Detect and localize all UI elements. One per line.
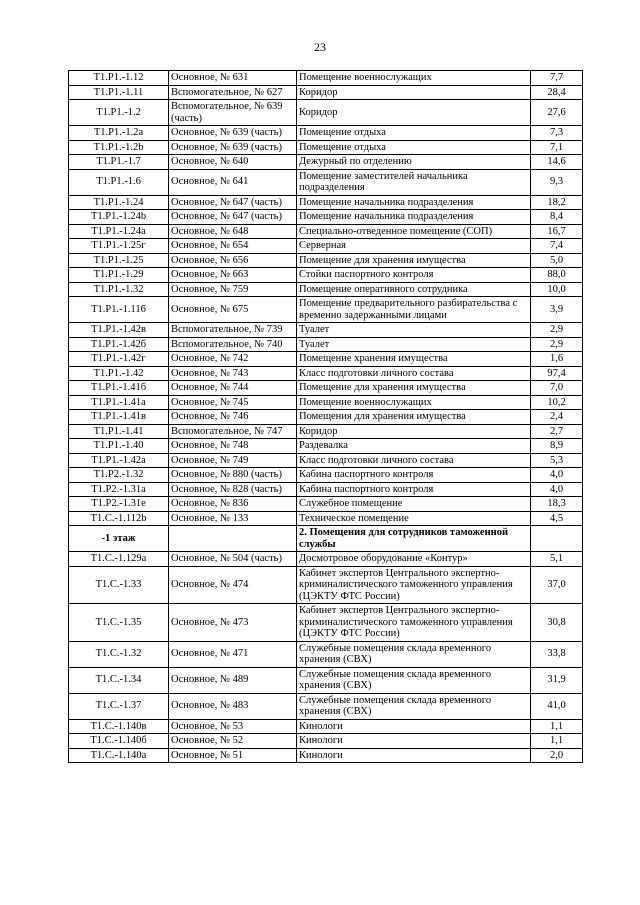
table-row [69, 667, 583, 693]
room-type-cell: Основное, № 489 [169, 667, 297, 693]
room-code-cell: Т1.Р1.-1.24 [69, 195, 169, 210]
room-purpose-cell: Класс подготовки личного состава [297, 453, 531, 468]
room-purpose-cell: Дежурный по отделению [297, 155, 531, 170]
room-purpose-cell: Кабинет экспертов Центрального экспертно-криминалистического таможенного управления (ЦЭКТУ ФТС России) [297, 566, 531, 604]
room-area-cell: 1,6 [531, 352, 583, 367]
room-code-cell: Т1.Р1.-1.24b [69, 210, 169, 225]
room-area-cell: 8,9 [531, 439, 583, 454]
room-code-cell: Т1.С.-1.32 [69, 641, 169, 667]
room-area-cell: 7,0 [531, 381, 583, 396]
room-code-cell: Т1.Р1.-1.42 [69, 366, 169, 381]
room-area-cell: 7,7 [531, 71, 583, 86]
table-row [69, 195, 583, 210]
room-code-cell: Т1.Р1.-1.42б [69, 337, 169, 352]
table-row [69, 71, 583, 86]
room-type-cell: Основное, № 746 [169, 410, 297, 425]
room-area-cell: 2,9 [531, 337, 583, 352]
room-type-cell: Вспомогательное, № 639 (часть) [169, 100, 297, 126]
room-code-cell: Т1.Р1.-1.42г [69, 352, 169, 367]
room-area-cell: 7,1 [531, 140, 583, 155]
room-type-cell: Основное, № 648 [169, 224, 297, 239]
room-purpose-cell: Помещение отдыха [297, 126, 531, 141]
room-code-cell: Т1.Р1.-1.25г [69, 239, 169, 254]
table-row [69, 748, 583, 763]
room-code-cell: Т1.Р1.-1.29 [69, 268, 169, 283]
room-type-cell: Основное, № 641 [169, 169, 297, 195]
room-type-cell: Основное, № 749 [169, 453, 297, 468]
room-purpose-cell: Досмотровое оборудование «Контур» [297, 552, 531, 567]
room-area-cell: 97,4 [531, 366, 583, 381]
room-type-cell: Основное, № 52 [169, 734, 297, 749]
room-type-cell: Основное, № 745 [169, 395, 297, 410]
table-row [69, 366, 583, 381]
room-purpose-cell: Служебное помещение [297, 497, 531, 512]
table-row [69, 719, 583, 734]
page-number: 23 [314, 40, 326, 54]
room-code-cell: Т1.Р1.-1.32 [69, 282, 169, 297]
room-area-cell: 41,0 [531, 693, 583, 719]
room-purpose-cell: Помещение оперативного сотрудника [297, 282, 531, 297]
room-area-cell: 28,4 [531, 85, 583, 100]
room-purpose-cell: Помещение начальника подразделения [297, 195, 531, 210]
premises-table [68, 70, 583, 763]
room-type-cell: Основное, № 663 [169, 268, 297, 283]
room-code-cell: Т1.Р1.-1.7 [69, 155, 169, 170]
room-purpose-cell: Помещение для хранения имущества [297, 253, 531, 268]
room-type-cell: Основное, № 471 [169, 641, 297, 667]
room-area-cell: 2,7 [531, 424, 583, 439]
room-purpose-cell: Помещение предварительного разбирательства с временно задержанными лицами [297, 297, 531, 323]
room-area-cell: 7,4 [531, 239, 583, 254]
room-code-cell: Т1.Р1.-1.42а [69, 453, 169, 468]
room-purpose-cell: Кинологи [297, 748, 531, 763]
table-row [69, 395, 583, 410]
room-type-cell: Основное, № 133 [169, 511, 297, 526]
room-purpose-cell: Служебные помещения склада временного хранения (СВХ) [297, 667, 531, 693]
room-type-cell: Основное, № 647 (часть) [169, 195, 297, 210]
room-type-cell: Основное, № 742 [169, 352, 297, 367]
room-area-cell: 10,0 [531, 282, 583, 297]
table-row [69, 268, 583, 283]
table-row [69, 282, 583, 297]
room-code-cell: Т1.Р1.-1.42в [69, 323, 169, 338]
table-row [69, 140, 583, 155]
room-area-cell: 2,9 [531, 323, 583, 338]
table-row [69, 337, 583, 352]
room-type-cell: Основное, № 483 [169, 693, 297, 719]
room-purpose-cell: Класс подготовки личного состава [297, 366, 531, 381]
table-row [69, 453, 583, 468]
room-purpose-cell: Помещение заместителей начальника подразделения [297, 169, 531, 195]
room-code-cell: Т1.Р1.-1.41б [69, 381, 169, 396]
table-row [69, 253, 583, 268]
room-area-cell: 30,8 [531, 604, 583, 642]
room-purpose-cell: Кабина паспортного контроля [297, 468, 531, 483]
room-code-cell: Т1.С.-1.37 [69, 693, 169, 719]
room-area-cell: 31,9 [531, 667, 583, 693]
room-area-cell: 4,5 [531, 511, 583, 526]
room-type-cell: Основное, № 836 [169, 497, 297, 512]
room-code-cell: Т1.С.-1.112b [69, 511, 169, 526]
room-purpose-cell: Помещение хранения имущества [297, 352, 531, 367]
room-code-cell: Т1.Р1.-1.2а [69, 126, 169, 141]
table-row [69, 468, 583, 483]
room-code-cell: Т1.Р1.-1.41а [69, 395, 169, 410]
room-type-cell: Основное, № 828 (часть) [169, 482, 297, 497]
room-purpose-cell: Помещение отдыха [297, 140, 531, 155]
table-row [69, 126, 583, 141]
room-type-cell: Вспомогательное, № 627 [169, 85, 297, 100]
room-type-cell: Основное, № 647 (часть) [169, 210, 297, 225]
room-type-cell: Основное, № 639 (часть) [169, 140, 297, 155]
room-area-cell: 9,3 [531, 169, 583, 195]
table-row [69, 352, 583, 367]
room-purpose-cell: Стойки паспортного контроля [297, 268, 531, 283]
room-code-cell: Т1.Р1.-1.41в [69, 410, 169, 425]
room-code-cell: Т1.Р1.-1.116 [69, 297, 169, 323]
room-area-cell: 2,4 [531, 410, 583, 425]
room-code-cell: Т1.С.-1.140в [69, 719, 169, 734]
room-type-cell: Вспомогательное, № 747 [169, 424, 297, 439]
room-type-cell: Основное, № 504 (часть) [169, 552, 297, 567]
table-row [69, 641, 583, 667]
room-type-cell: Основное, № 759 [169, 282, 297, 297]
room-purpose-cell: Кинологи [297, 734, 531, 749]
room-area-cell: 14,6 [531, 155, 583, 170]
room-code-cell: Т1.С.-1.33 [69, 566, 169, 604]
room-purpose-cell: Служебные помещения склада временного хранения (СВХ) [297, 693, 531, 719]
room-code-cell: Т1.Р1.-1.40 [69, 439, 169, 454]
room-type-cell: Основное, № 743 [169, 366, 297, 381]
table-row [69, 734, 583, 749]
table-row [69, 210, 583, 225]
room-area-cell: 4,0 [531, 482, 583, 497]
room-type-cell [169, 526, 297, 552]
table-row [69, 511, 583, 526]
table-row [69, 604, 583, 642]
room-purpose-cell: Серверная [297, 239, 531, 254]
room-type-cell: Основное, № 474 [169, 566, 297, 604]
room-type-cell: Основное, № 748 [169, 439, 297, 454]
room-code-cell: Т1.Р1.-1.11 [69, 85, 169, 100]
room-code-cell: Т1.Р1.-1.12 [69, 71, 169, 86]
room-purpose-cell: Специально-отведенное помещение (СОП) [297, 224, 531, 239]
table-row [69, 566, 583, 604]
room-code-cell: Т1.Р2.-1.32 [69, 468, 169, 483]
room-type-cell: Основное, № 473 [169, 604, 297, 642]
room-purpose-cell: Кинологи [297, 719, 531, 734]
table-row [69, 439, 583, 454]
room-area-cell: 5,3 [531, 453, 583, 468]
room-purpose-cell: Техническое помещение [297, 511, 531, 526]
table-row [69, 482, 583, 497]
room-area-cell: 37,0 [531, 566, 583, 604]
room-area-cell: 16,7 [531, 224, 583, 239]
room-code-cell: Т1.С.-1.129а [69, 552, 169, 567]
room-area-cell: 1,1 [531, 734, 583, 749]
table-row [69, 497, 583, 512]
room-area-cell: 5,1 [531, 552, 583, 567]
table-row [69, 155, 583, 170]
room-code-cell: Т1.С.-1.34 [69, 667, 169, 693]
room-code-cell: Т1.Р1.-1.25 [69, 253, 169, 268]
table-row [69, 410, 583, 425]
room-code-cell: Т1.С.-1.140б [69, 734, 169, 749]
premises-table-body [69, 71, 583, 763]
room-type-cell: Основное, № 656 [169, 253, 297, 268]
room-code-cell: -1 этаж [69, 526, 169, 552]
room-area-cell [531, 526, 583, 552]
room-code-cell: Т1.Р2.-1.31е [69, 497, 169, 512]
room-purpose-cell: Помещения для хранения имущества [297, 410, 531, 425]
room-purpose-cell: Помещение военнослужащих [297, 395, 531, 410]
room-code-cell: Т1.Р1.-1.24а [69, 224, 169, 239]
room-purpose-cell: Помещение начальника подразделения [297, 210, 531, 225]
room-type-cell: Основное, № 640 [169, 155, 297, 170]
room-type-cell: Вспомогательное, № 740 [169, 337, 297, 352]
room-type-cell: Вспомогательное, № 739 [169, 323, 297, 338]
table-row [69, 100, 583, 126]
table-row [69, 85, 583, 100]
room-code-cell: Т1.Р2.-1.31а [69, 482, 169, 497]
room-area-cell: 18,2 [531, 195, 583, 210]
table-row [69, 424, 583, 439]
room-type-cell: Основное, № 631 [169, 71, 297, 86]
room-code-cell: Т1.С.-1.140а [69, 748, 169, 763]
room-purpose-cell: Коридор [297, 100, 531, 126]
room-purpose-cell: Помещение для хранения имущества [297, 381, 531, 396]
room-area-cell: 8,4 [531, 210, 583, 225]
room-area-cell: 27,6 [531, 100, 583, 126]
room-area-cell: 4,0 [531, 468, 583, 483]
room-area-cell: 3,9 [531, 297, 583, 323]
room-type-cell: Основное, № 53 [169, 719, 297, 734]
room-code-cell: Т1.Р1.-1.2 [69, 100, 169, 126]
room-area-cell: 88,0 [531, 268, 583, 283]
room-code-cell: Т1.С.-1.35 [69, 604, 169, 642]
room-area-cell: 5,0 [531, 253, 583, 268]
table-row [69, 297, 583, 323]
room-code-cell: Т1.Р1.-1.2b [69, 140, 169, 155]
room-code-cell: Т1.Р1.-1.41 [69, 424, 169, 439]
room-purpose-cell: Раздевалка [297, 439, 531, 454]
room-type-cell: Основное, № 675 [169, 297, 297, 323]
room-area-cell: 1,1 [531, 719, 583, 734]
room-purpose-cell: Служебные помещения склада временного хранения (СВХ) [297, 641, 531, 667]
room-purpose-cell: Коридор [297, 85, 531, 100]
room-area-cell: 18,3 [531, 497, 583, 512]
table-row [69, 323, 583, 338]
room-area-cell: 2,0 [531, 748, 583, 763]
room-purpose-cell: Туалет [297, 337, 531, 352]
room-type-cell: Основное, № 654 [169, 239, 297, 254]
room-area-cell: 33,8 [531, 641, 583, 667]
table-row [69, 693, 583, 719]
room-purpose-cell: Туалет [297, 323, 531, 338]
table-row [69, 526, 583, 552]
room-type-cell: Основное, № 880 (часть) [169, 468, 297, 483]
table-row [69, 552, 583, 567]
room-purpose-cell: Коридор [297, 424, 531, 439]
table-row [69, 169, 583, 195]
room-purpose-cell: Кабина паспортного контроля [297, 482, 531, 497]
room-purpose-cell: 2. Помещения для сотрудников таможенной службы [297, 526, 531, 552]
table-row [69, 239, 583, 254]
room-area-cell: 10,2 [531, 395, 583, 410]
room-purpose-cell: Кабинет экспертов Центрального экспертно-криминалистического таможенного управления (ЦЭКТУ ФТС России) [297, 604, 531, 642]
room-area-cell: 7,3 [531, 126, 583, 141]
table-row [69, 224, 583, 239]
room-type-cell: Основное, № 51 [169, 748, 297, 763]
room-type-cell: Основное, № 744 [169, 381, 297, 396]
room-code-cell: Т1.Р1.-1.6 [69, 169, 169, 195]
room-type-cell: Основное, № 639 (часть) [169, 126, 297, 141]
table-row [69, 381, 583, 396]
room-purpose-cell: Помещение военнослужащих [297, 71, 531, 86]
